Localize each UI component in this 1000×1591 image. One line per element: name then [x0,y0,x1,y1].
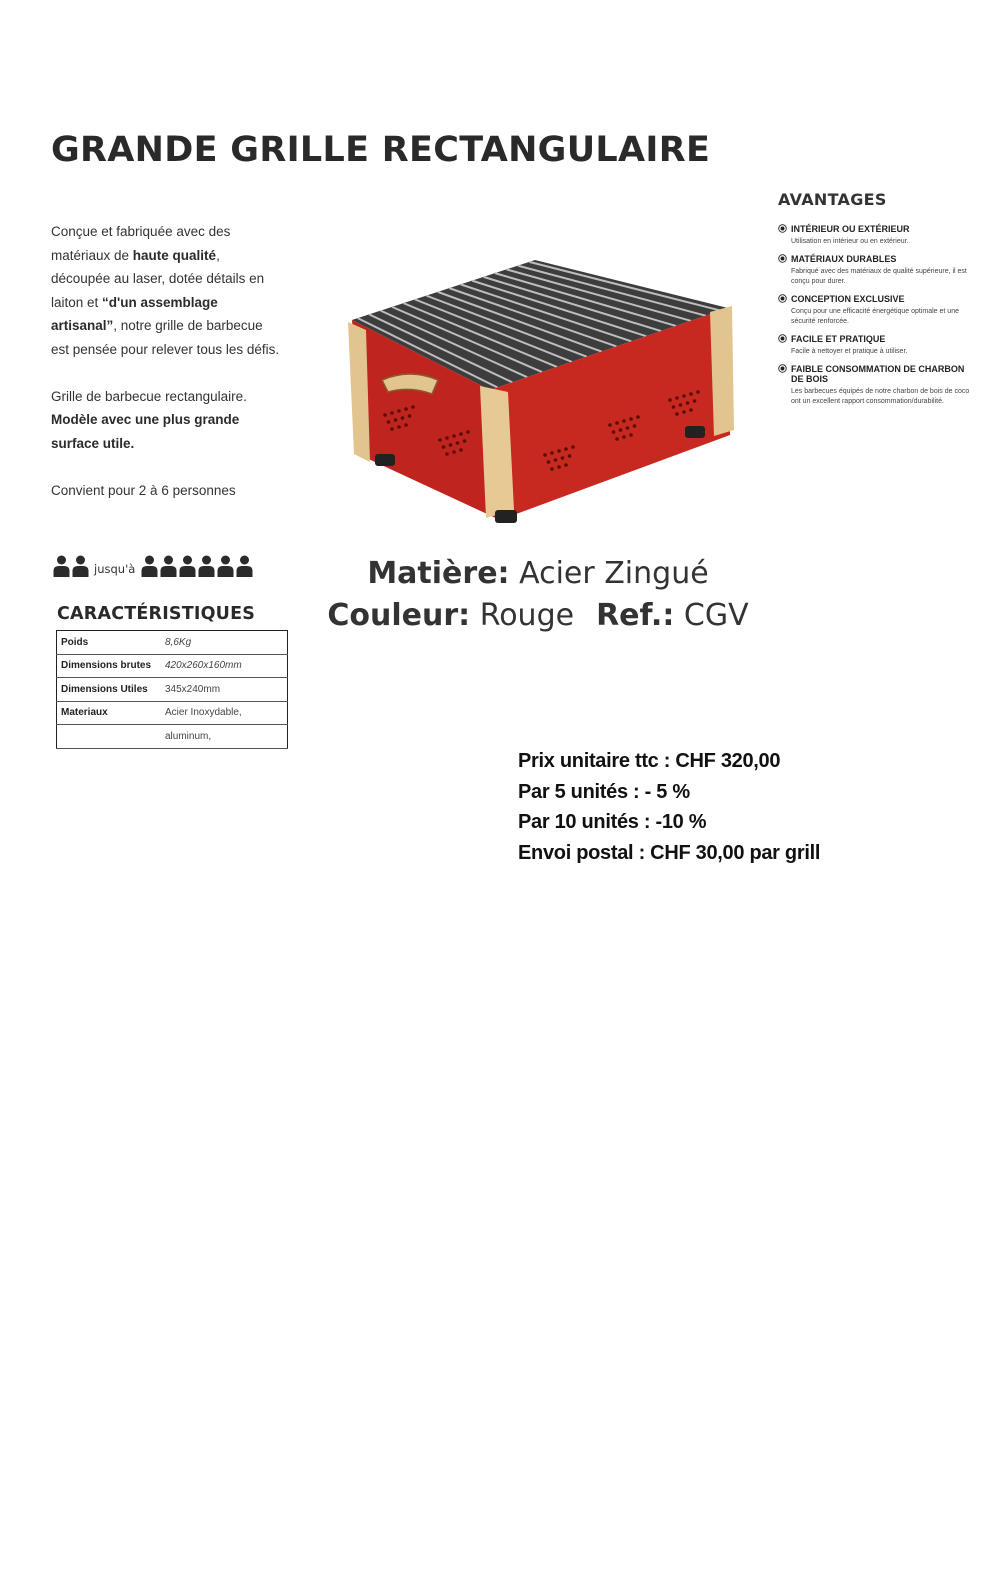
vent-hole [442,445,446,449]
vent-hole [456,441,460,445]
vent-hole [557,465,561,469]
characteristic-value: 420x260x160mm [165,660,242,672]
price-info [518,746,820,868]
vent-hole [452,434,456,438]
characteristic-key [57,725,158,749]
advantage-heading-row [778,224,978,234]
vent-hole [445,436,449,440]
radio-bullet-icon [778,294,787,303]
person-icon [141,555,158,577]
person-icon [179,555,196,577]
person-icon [53,555,70,577]
vent-hole [449,443,453,447]
advantage-heading: CONCEPTION EXCLUSIVE [791,294,905,304]
vent-hole [390,427,394,431]
characteristic-value: Acier Inoxydable, [165,707,242,719]
advantage-heading: MATÉRIAUX DURABLES [791,254,897,264]
advantage-text: Utilisation en intérieur ou en extérieur. [791,238,909,245]
advantage-text: Conçu pour une efficacité énergétique optimale et une sécurité renforcée. [791,308,959,325]
vent-hole [668,398,672,402]
characteristic-key: Poids [61,636,89,648]
vent-hole [622,435,626,439]
advantage-item [778,364,978,407]
person-icon [236,555,253,577]
vent-hole [696,390,700,394]
vent-hole [682,394,686,398]
vent-hole [404,423,408,427]
grill-illustration [330,240,750,540]
vent-hole [397,409,401,413]
vent-hole [608,423,612,427]
vent-hole [675,396,679,400]
radio-bullet-icon [778,224,787,233]
characteristics-row [57,725,288,749]
grill-foot [685,426,705,438]
characteristics-row [57,678,288,702]
advantages-title: AVANTAGES [778,190,887,209]
advantage-heading-row [778,254,978,264]
advantages-list [778,224,978,414]
vent-hole [543,453,547,457]
vent-hole [675,412,679,416]
vent-hole [411,405,415,409]
person-icon [160,555,177,577]
radio-bullet-icon [778,364,787,373]
advantage-heading-row [778,334,978,344]
vent-hole [689,392,693,396]
person-icon [72,555,89,577]
vent-hole [547,460,551,464]
radio-bullet-icon [778,334,787,343]
vent-hole [383,413,387,417]
vent-hole [622,419,626,423]
color-ref-line: Couleur: Rouge Ref.: CGV [327,598,749,633]
vent-hole [629,433,633,437]
advantage-heading: INTÉRIEUR OU EXTÉRIEUR [791,224,910,234]
characteristics-row [57,631,288,655]
characteristics-table [56,630,288,749]
characteristic-key: Dimensions brutes [61,660,152,672]
characteristics-title: CARACTÉRISTIQUES [57,604,256,624]
vent-hole [626,426,630,430]
vent-hole [672,405,676,409]
discount-5-units: Par 5 unités : - 5 % [518,780,690,803]
vent-hole [629,417,633,421]
people-capacity-label: jusqu'à [94,562,136,576]
vent-hole [438,438,442,442]
advantage-text: Fabriqué avec des matériaux de qualité supérieure, il est conçu pour durer. [791,268,967,285]
vent-hole [612,430,616,434]
product-description [51,220,281,502]
characteristics-row [57,701,288,725]
vent-hole [459,432,463,436]
product-image [330,240,750,540]
vent-hole [408,414,412,418]
vent-hole [445,452,449,456]
characteristic-key: Materiaux [61,707,108,719]
vent-hole [466,430,470,434]
page-title: GRANDE GRILLE RECTANGULAIRE [51,130,711,170]
advantage-heading: FAIBLE CONSOMMATION DE CHARBON DE BOIS [791,364,965,384]
advantage-heading: FACILE ET PRATIQUE [791,334,886,344]
description-paragraph-2: Grille de barbecue rectangulaire. Modèle avec une plus grande surface utile. [51,388,247,451]
characteristics-row [57,654,288,678]
vent-hole [397,425,401,429]
advantage-text: Facile à nettoyer et pratique à utiliser. [791,348,908,355]
vent-hole [615,437,619,441]
material-line: Matière: Acier Zingué [367,556,709,591]
characteristic-value: 8,6Kg [165,636,192,648]
vent-hole [452,450,456,454]
shipping-cost: Envoi postal : CHF 30,00 par grill [518,841,821,864]
person-icon [217,555,234,577]
advantage-item [778,294,978,327]
vent-hole [557,449,561,453]
advantage-item [778,254,978,287]
vent-hole [550,467,554,471]
vent-hole [463,439,467,443]
vent-hole [615,421,619,425]
vent-hole [401,416,405,420]
characteristic-value: 345x240mm [165,683,221,695]
advantage-heading-row [778,364,978,384]
person-icon [198,555,215,577]
material-info [300,553,776,637]
grill-foot [375,454,395,466]
discount-10-units: Par 10 unités : -10 % [518,811,707,833]
unit-price: Prix unitaire ttc : CHF 320,00 [518,750,781,772]
characteristic-value: aluminum, [165,730,212,742]
vent-hole [633,424,637,428]
grill-foot [495,510,517,523]
vent-hole [459,448,463,452]
vent-hole [686,401,690,405]
vent-hole [387,420,391,424]
advantage-item [778,224,978,247]
characteristic-key: Dimensions Utiles [61,683,148,695]
description-paragraph-3: Convient pour 2 à 6 personnes [51,482,236,498]
vent-hole [689,408,693,412]
vent-hole [693,399,697,403]
vent-hole [554,458,558,462]
people-min-group [53,555,91,577]
vent-hole [636,415,640,419]
vent-hole [682,410,686,414]
vent-hole [390,411,394,415]
vent-hole [394,418,398,422]
vent-hole [561,456,565,460]
vent-hole [550,451,554,455]
vent-hole [619,428,623,432]
advantage-heading-row [778,294,978,304]
radio-bullet-icon [778,254,787,263]
people-capacity [53,551,255,577]
vent-hole [564,447,568,451]
wood-corner-right [710,306,734,436]
vent-hole [564,463,568,467]
people-max-group [141,555,255,577]
advantage-item [778,334,978,357]
vent-hole [571,445,575,449]
advantage-text: Les barbecues équipés de notre charbon de bois de coco ont un excellent rapport consommation/durabilité. [791,388,970,405]
description-paragraph-1: Conçue et fabriquée avec des matériaux de haute qualité, découpée au laser, dotée détails en laiton et “d'un assemblage artisanal”, notre grille de barbecue est pensée pour relever tous les défis. [51,224,280,357]
vent-hole [679,403,683,407]
vent-hole [568,454,572,458]
vent-hole [404,407,408,411]
